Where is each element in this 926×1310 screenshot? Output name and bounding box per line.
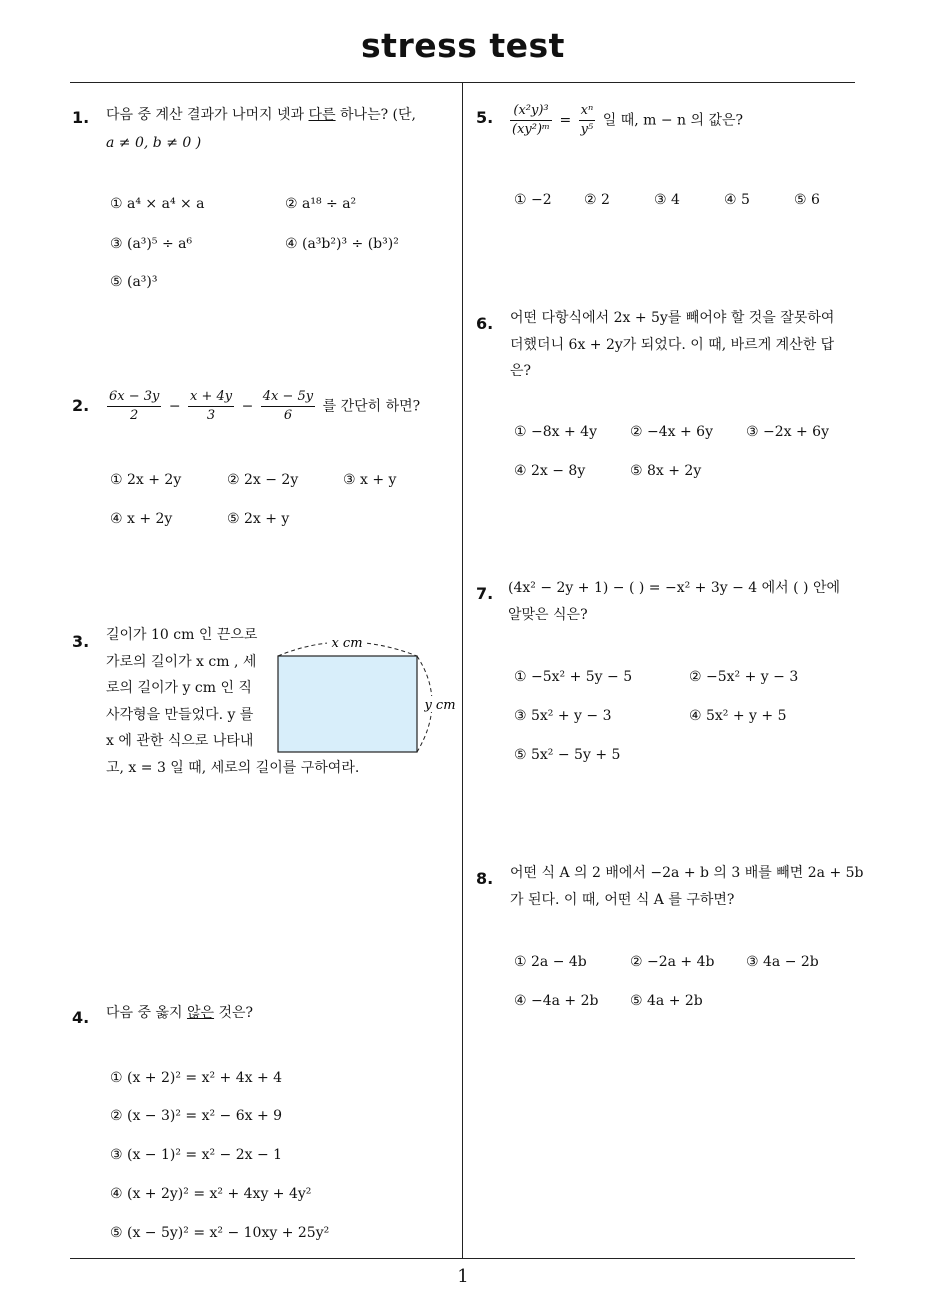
option-3[interactable]: ③ 5x² + y − 3 bbox=[514, 708, 612, 724]
option-1[interactable]: ① a⁴ × a⁴ × a bbox=[110, 196, 205, 212]
denominator: 3 bbox=[206, 408, 216, 423]
question-line: 가로의 길이가 x cm , 세 bbox=[106, 653, 257, 670]
denominator: 2 bbox=[130, 408, 139, 423]
denominator: (xy²)ᵐ bbox=[512, 122, 551, 137]
numerator: (x²y)³ bbox=[510, 102, 552, 121]
page-title: stress test bbox=[361, 26, 565, 65]
fraction-rhs bbox=[579, 102, 596, 139]
height-label: y cm bbox=[424, 698, 456, 713]
option-3[interactable]: ③ 4 bbox=[654, 192, 680, 208]
underlined-word: 다른 bbox=[308, 107, 336, 123]
question-line: 알맞은 식은? bbox=[508, 606, 588, 623]
rectangle bbox=[278, 656, 417, 752]
width-label: x cm bbox=[331, 636, 363, 651]
question-line: (4x² − 2y + 1) − ( ) = −x² + 3y − 4 에서 ( ) 안에 bbox=[508, 580, 841, 596]
underlined-word: 않은 bbox=[186, 1005, 215, 1021]
denominator: y⁵ bbox=[580, 122, 594, 137]
question-line: 길이가 10 cm 인 끈으로 bbox=[106, 627, 258, 643]
equals-sign: = bbox=[559, 112, 572, 129]
question-text bbox=[507, 102, 743, 139]
page-number: 1 bbox=[457, 1266, 469, 1287]
option-2[interactable]: ② −4x + 6y bbox=[630, 424, 713, 440]
question-text-part: 하나는? (단, bbox=[335, 107, 416, 123]
question-text bbox=[508, 575, 840, 628]
option-3[interactable]: ③ (x − 1)² = x² − 2x − 1 bbox=[110, 1147, 283, 1163]
option-4[interactable]: ④ 5x² + y + 5 bbox=[689, 708, 787, 724]
footer-rule bbox=[70, 1258, 855, 1259]
numerator: x + 4y bbox=[188, 388, 234, 407]
question-text bbox=[510, 860, 864, 913]
option-4[interactable]: ④ −4a + 2b bbox=[514, 993, 599, 1009]
question-line: 로의 길이가 y cm 인 직 bbox=[106, 680, 252, 696]
question-line: 사각형을 만들었다. y 를 bbox=[106, 706, 254, 723]
option-5[interactable]: ⑤ 2x + y bbox=[227, 511, 290, 527]
question-line: 어떤 식 A 의 2 배에서 −2a + b 의 3 배를 빼면 2a + 5b bbox=[510, 865, 864, 881]
question-text-part: 다음 중 옳지 bbox=[106, 1005, 187, 1021]
question-number: 4. bbox=[72, 1008, 90, 1027]
fraction-1 bbox=[107, 388, 161, 425]
option-2[interactable]: ② 2x − 2y bbox=[227, 472, 299, 488]
question-line: 더했더니 6x + 2y가 되었다. 이 때, 바르게 계산한 답 bbox=[510, 336, 835, 353]
option-3[interactable]: ③ 4a − 2b bbox=[746, 954, 819, 970]
question-line: 은? bbox=[510, 363, 532, 379]
option-4[interactable]: ④ x + 2y bbox=[110, 511, 173, 527]
option-5[interactable]: ⑤ (x − 5y)² = x² − 10xy + 25y² bbox=[110, 1225, 330, 1241]
fraction-lhs bbox=[510, 102, 552, 139]
rectangle-diagram bbox=[275, 632, 465, 772]
option-1[interactable]: ① 2a − 4b bbox=[514, 954, 587, 970]
question-text: $\frac{6x - 3y}{2}$ − $\frac{x + 4y}{3}$ − $\frac{4x - 5y}{6}$ 를 간단히 하면? bbox=[109, 389, 421, 423]
fraction-3 bbox=[261, 388, 315, 425]
denominator: 6 bbox=[283, 408, 293, 423]
question-text-tail: 일 때, m − n 의 값은? bbox=[602, 112, 744, 129]
question-number: 6. bbox=[476, 314, 494, 333]
option-3[interactable]: ③ −2x + 6y bbox=[746, 424, 829, 440]
question-condition: a ≠ 0, b ≠ 0 ) bbox=[106, 135, 202, 151]
question-text bbox=[510, 305, 834, 385]
question-text-tail: 를 간단히 하면? bbox=[322, 398, 421, 415]
question-text bbox=[106, 999, 253, 1027]
numerator: 4x − 5y bbox=[261, 388, 315, 407]
option-4[interactable]: ④ (a³b²)³ ÷ (b³)² bbox=[285, 236, 399, 252]
option-4[interactable]: ④ 2x − 8y bbox=[514, 463, 586, 479]
option-5[interactable]: ⑤ 6 bbox=[794, 192, 820, 208]
question-number: 2. bbox=[72, 396, 90, 415]
option-2[interactable]: ② a¹⁸ ÷ a² bbox=[285, 196, 357, 212]
numerator: 6x − 3y bbox=[107, 388, 161, 407]
question-line: 가 된다. 이 때, 어떤 식 A 를 구하면? bbox=[510, 891, 735, 908]
option-1[interactable]: ① (x + 2)² = x² + 4x + 4 bbox=[110, 1070, 283, 1086]
option-5[interactable]: ⑤ 5x² − 5y + 5 bbox=[514, 747, 621, 763]
question-number: 5. bbox=[476, 108, 494, 127]
question-text bbox=[106, 101, 456, 157]
question-number: 1. bbox=[72, 108, 90, 127]
option-4[interactable]: ④ (x + 2y)² = x² + 4xy + 4y² bbox=[110, 1186, 312, 1202]
question-number: 3. bbox=[72, 632, 90, 651]
option-3[interactable]: ③ (a³)⁵ ÷ a⁶ bbox=[110, 236, 193, 252]
option-4[interactable]: ④ 5 bbox=[724, 192, 750, 208]
question-line: 어떤 다항식에서 2x + 5y를 빼어야 할 것을 잘못하여 bbox=[510, 310, 835, 326]
option-5[interactable]: ⑤ 8x + 2y bbox=[630, 463, 702, 479]
option-2[interactable]: ② −5x² + y − 3 bbox=[689, 669, 799, 685]
option-3[interactable]: ③ x + y bbox=[343, 472, 397, 488]
fraction-2 bbox=[188, 388, 234, 425]
question-line: x 에 관한 식으로 나타내 bbox=[106, 733, 254, 749]
option-1[interactable]: ① −8x + 4y bbox=[514, 424, 597, 440]
option-5[interactable]: ⑤ (a³)³ bbox=[110, 274, 158, 290]
option-2[interactable]: ② −2a + 4b bbox=[630, 954, 715, 970]
option-1[interactable]: ① −5x² + 5y − 5 bbox=[514, 669, 633, 685]
option-1[interactable]: ① 2x + 2y bbox=[110, 472, 182, 488]
question-number: 7. bbox=[476, 584, 494, 603]
option-5[interactable]: ⑤ 4a + 2b bbox=[630, 993, 703, 1009]
option-2[interactable]: ② 2 bbox=[584, 192, 610, 208]
question-text-part: 것은? bbox=[214, 1005, 254, 1021]
option-1[interactable]: ① −2 bbox=[514, 192, 552, 208]
numerator: xⁿ bbox=[579, 102, 596, 121]
question-line: 고, x = 3 일 때, 세로의 길이를 구하여라. bbox=[106, 759, 360, 776]
question-number: 8. bbox=[476, 869, 494, 888]
option-2[interactable]: ② (x − 3)² = x² − 6x + 9 bbox=[110, 1108, 283, 1124]
question-text-part: 다음 중 계산 결과가 나머지 넷과 bbox=[106, 107, 309, 123]
